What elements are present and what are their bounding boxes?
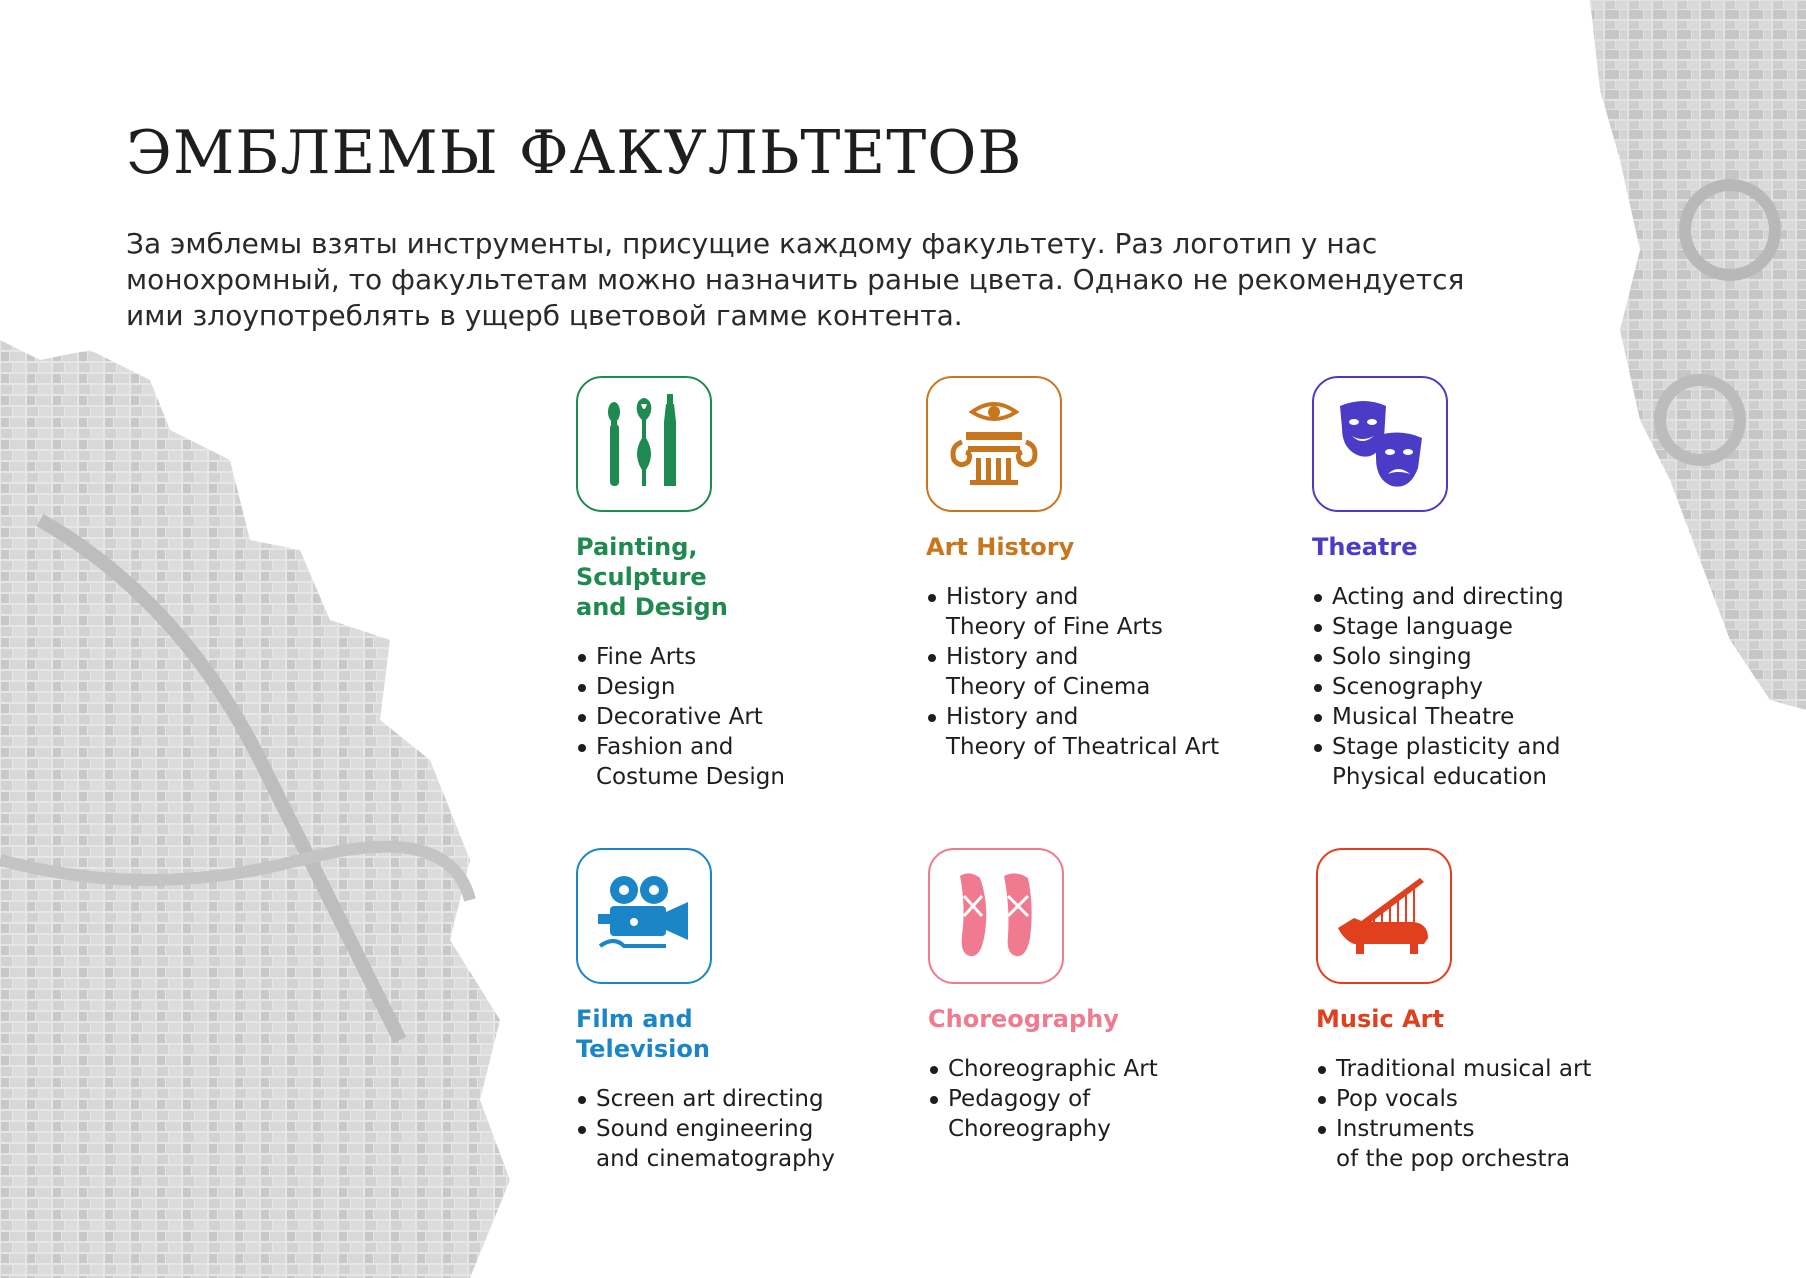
faculty-name-line: Theatre: [1312, 533, 1418, 561]
intro-line: монохромный, то факультетам можно назначить раные цвета. Однако не рекомендуется: [126, 263, 1465, 296]
faculty-name: [1316, 1004, 1656, 1034]
faculty-name-line: Painting,: [576, 533, 698, 561]
program-line: Theory of Theatrical Art: [946, 734, 1220, 760]
program-line: Sound engineering: [596, 1116, 814, 1142]
program-item: [576, 702, 916, 732]
faculty-music: [1316, 848, 1656, 1174]
program-line: Pop vocals: [1336, 1086, 1458, 1112]
program-list: [576, 642, 916, 792]
program-line: Instruments: [1336, 1116, 1475, 1142]
program-line: Fine Arts: [596, 644, 697, 670]
program-line: History and: [946, 644, 1079, 670]
faculty-name: [576, 532, 916, 622]
page-title: ЭМБЛЕМЫ ФАКУЛЬТЕТОВ: [126, 118, 1023, 188]
program-list: [1312, 582, 1652, 792]
faculty-emblem: [576, 848, 712, 984]
program-list: [1316, 1054, 1656, 1174]
faculty-name-line: and Design: [576, 593, 728, 621]
program-item: [1312, 732, 1652, 792]
program-line: Acting and directing: [1332, 584, 1564, 610]
faculty-name: [576, 1004, 916, 1064]
faculty-name: [926, 532, 1266, 562]
program-item: [1316, 1054, 1656, 1084]
program-line: Theory of Fine Arts: [946, 614, 1163, 640]
program-item: [1312, 612, 1652, 642]
program-item: [1312, 702, 1652, 732]
faculty-name-line: Art History: [926, 533, 1075, 561]
program-line: Fashion and: [596, 734, 734, 760]
intro-text: [126, 226, 1586, 334]
program-item: [576, 672, 916, 702]
program-line: Choreographic Art: [948, 1056, 1158, 1082]
eye-column-icon: [944, 394, 1044, 494]
pointe-shoes-icon: [946, 866, 1046, 966]
program-item: [926, 582, 1266, 642]
program-item: [576, 1084, 916, 1114]
program-line: Design: [596, 674, 676, 700]
faculty-painting: [576, 376, 916, 792]
program-item: [1316, 1114, 1656, 1174]
program-line: Pedagogy of: [948, 1086, 1091, 1112]
program-line: Physical education: [1332, 764, 1547, 790]
theatre-masks-icon: [1330, 394, 1430, 494]
program-item: [1312, 582, 1652, 612]
faculty-art-history: [926, 376, 1266, 762]
faculty-emblem: [1316, 848, 1452, 984]
program-line: and cinematography: [596, 1146, 835, 1172]
program-item: [576, 1114, 916, 1174]
film-camera-icon: [594, 866, 694, 966]
program-item: [926, 702, 1266, 762]
program-item: [928, 1084, 1268, 1144]
harp-icon: [1334, 866, 1434, 966]
faculty-emblem: [926, 376, 1062, 512]
program-line: Stage plasticity and: [1332, 734, 1561, 760]
intro-line: За эмблемы взяты инструменты, присущие каждому факультету. Раз логотип у нас: [126, 227, 1378, 260]
program-line: of the pop orchestra: [1336, 1146, 1571, 1172]
program-line: Choreography: [948, 1116, 1111, 1142]
program-list: [928, 1054, 1268, 1144]
faculty-theatre: [1312, 376, 1652, 792]
intro-line: ими злоупотреблять в ущерб цветовой гамме контента.: [126, 299, 963, 332]
program-item: [576, 642, 916, 672]
program-line: Theory of Cinema: [946, 674, 1151, 700]
program-line: Stage language: [1332, 614, 1513, 640]
faculty-emblem: [576, 376, 712, 512]
faculty-name-line: Music Art: [1316, 1005, 1444, 1033]
program-item: [576, 732, 916, 792]
program-line: Costume Design: [596, 764, 785, 790]
faculty-name-line: Sculpture: [576, 563, 707, 591]
faculty-name-line: Film and: [576, 1005, 693, 1033]
program-item: [1312, 672, 1652, 702]
faculty-name: [1312, 532, 1652, 562]
program-item: [1312, 642, 1652, 672]
program-line: Screen art directing: [596, 1086, 824, 1112]
faculty-film: [576, 848, 916, 1174]
program-line: Musical Theatre: [1332, 704, 1515, 730]
program-line: Solo singing: [1332, 644, 1472, 670]
brushes-icon: [594, 394, 694, 494]
program-line: Scenography: [1332, 674, 1483, 700]
program-list: [926, 582, 1266, 762]
faculty-emblem: [1312, 376, 1448, 512]
program-item: [928, 1054, 1268, 1084]
program-item: [926, 642, 1266, 702]
faculty-name-line: Choreography: [928, 1005, 1119, 1033]
mosaic-background-left: [0, 340, 520, 1278]
program-item: [1316, 1084, 1656, 1114]
faculty-choreography: [928, 848, 1268, 1144]
program-line: Decorative Art: [596, 704, 763, 730]
program-list: [576, 1084, 916, 1174]
faculty-name: [928, 1004, 1268, 1034]
faculty-name-line: Television: [576, 1035, 710, 1063]
faculty-emblem: [928, 848, 1064, 984]
program-line: Traditional musical art: [1336, 1056, 1592, 1082]
program-line: History and: [946, 584, 1079, 610]
program-line: History and: [946, 704, 1079, 730]
